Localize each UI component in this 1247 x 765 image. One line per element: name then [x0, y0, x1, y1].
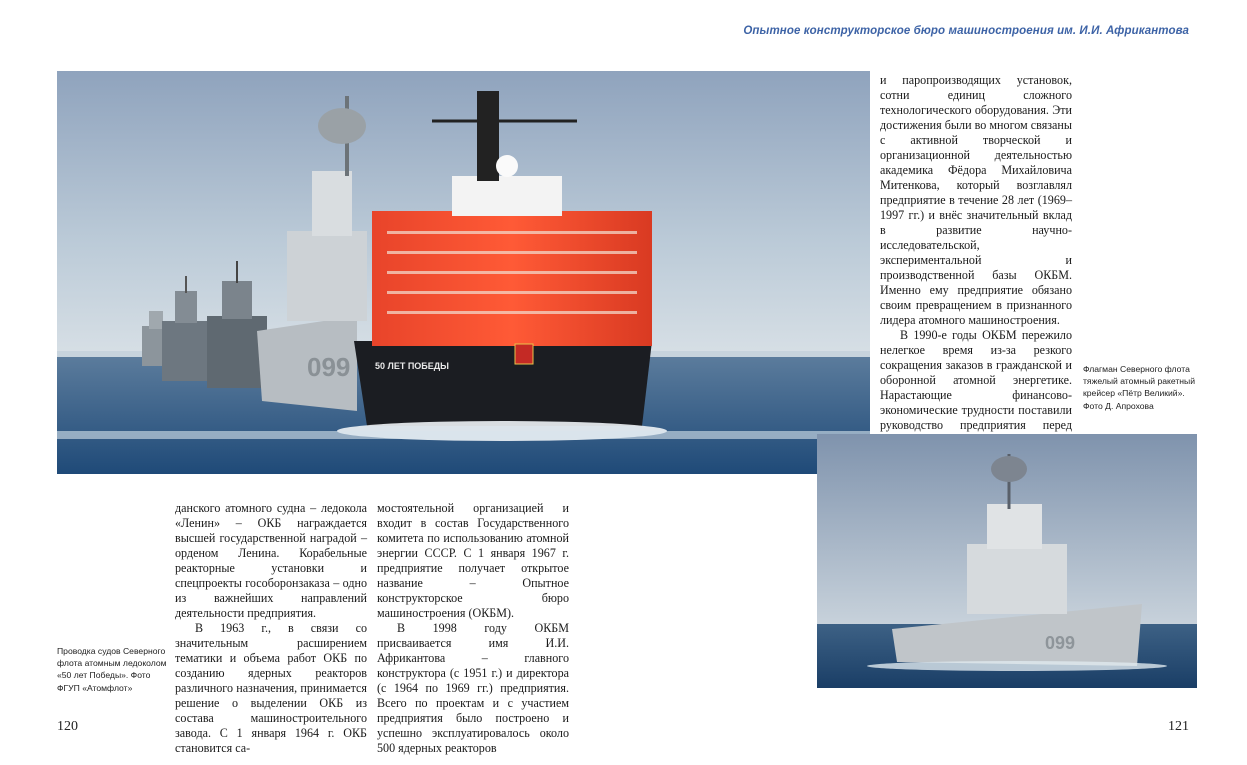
icebreaker-name-label: 50 ЛЕТ ПОБЕДЫ — [375, 361, 449, 371]
paragraph: данского атомного судна – ледокола «Ленин» – ОКБ награждается высшей государственной наградой – орденом Ленина. Корабельные реакторные установки и спецпроекты гособоронзаказа – одно из важнейших направлений деятельности предприятия. — [175, 501, 367, 620]
paragraph: В 1963 г., в связи со значительным расширением тематики и объема работ ОКБ по созданию ядерных реакторов различного назначения, принимается решение о выделении ОКБ из состава машиностроительного завода. С 1 января 1964 г. ОКБ становится са- — [175, 621, 367, 755]
caption-icebreaker: Проводка судов Северного флота атомным ледоколом «50 лет Победы». Фото ФГУП «Атомфлот» — [57, 646, 167, 693]
running-header: Опытное конструкторское бюро машиностроения им. И.И. Африкантова — [743, 25, 1189, 37]
cruiser-hull-number: 099 — [1045, 633, 1076, 653]
page-number-left: 120 — [57, 719, 78, 734]
paragraph: В 1990-е годы ОКБМ пережило нелегкое время из-за резкого сокращения заказов в гражданской и оборонной атомной энергетике. Нарастающие финансово-экономические трудности поставили руководство предприятия перед — [880, 328, 1072, 432]
cruiser-petr-velikiy-photo — [817, 434, 1197, 688]
caption-cruiser: Флагман Северного флота тяжелый атомный ракетный крейсер «Пётр Великий». Фото Д. Апрохова — [1083, 364, 1196, 411]
text-column-bottom-1 — [175, 501, 367, 756]
cruiser-hull-number: 099 — [307, 352, 351, 382]
paragraph: и паропроизводящих установок, сотни единиц сложного технологического оборудования. Эти достижения были во многом связаны с активной творческой и организационной деятельностью академика Фёдора Михайловича Митенкова, который возглавлял предприятие в течение 28 лет (1969–1997 гг.) и внёс значительный вклад в развитие научно-исследовательской, экспериментальной и производственной базы ОКБМ. Именно ему предприятие обязано своим превращением в признанного лидера атомного машиностроения. — [880, 73, 1072, 327]
text-column-bottom-2 — [377, 501, 569, 756]
cruiser-illustration — [817, 434, 1197, 688]
paragraph: В 1998 году ОКБМ присваивается имя И.И. Африкантова – главного конструктора (с 1951 г.) и директора (с 1964 по 1969 гг.) предприятия. Всего по проектам и с участием предприятия было построено и успешно эксплуатировалось около 500 ядерных реакторов — [377, 621, 569, 755]
icebreaker-convoy-photo — [57, 71, 870, 474]
paragraph: мостоятельной организацией и входит в состав Государственного комитета по использованию атомной энергии СССР. С 1 января 1967 г. предприятие получает открытое название – Опытное конструкторское бюро машиностроения (ОКБМ). — [377, 501, 569, 620]
icebreaker-convoy-illustration — [57, 71, 870, 474]
page-number-right: 121 — [1168, 719, 1189, 734]
text-column-right — [880, 73, 1072, 493]
